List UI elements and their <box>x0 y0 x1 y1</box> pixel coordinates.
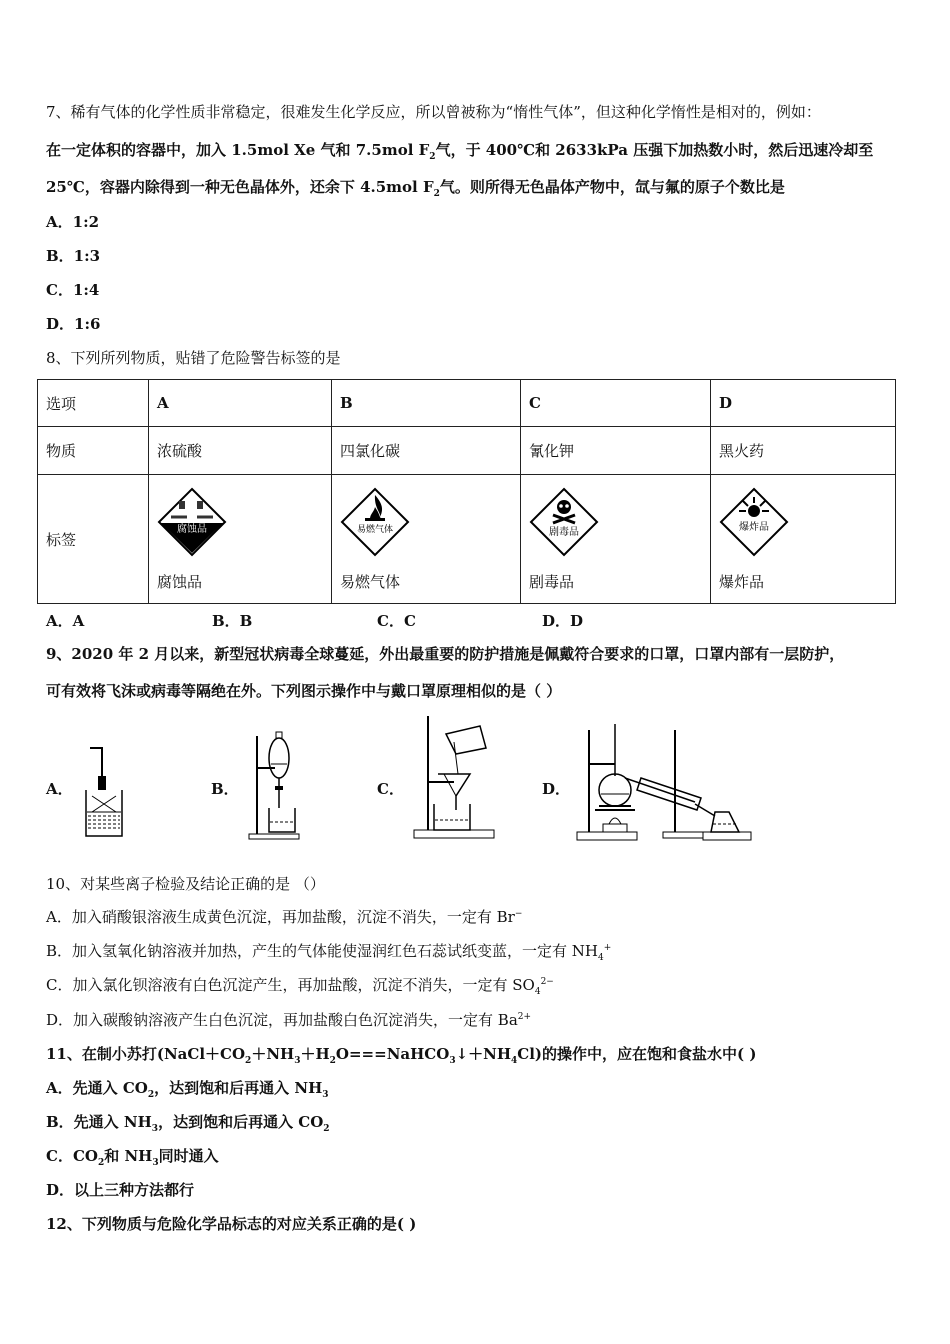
q8-substance-d: 黑火药 <box>711 427 896 475</box>
beaker-tube-apparatus-icon <box>80 740 128 840</box>
q11-option-b: B．先通入 $NH_3$，达到饱和后再通入 $CO_2$ <box>46 1113 330 1134</box>
q7-stem-line1: 7、稀有气体的化学性质非常稳定，很难发生化学反应，所以曾被称为“惰性气体”，但这种化学惰性是相对的，例如： <box>46 103 821 121</box>
q7-stem-line2: 在一定体积的容器中，加入 1.5mol Xe 气和 7.5mol $F_2$气，于 400℃和 2633kPa 压强下加热数小时，然后迅速冷却至 <box>46 141 874 162</box>
q8-substance-b: 四氯化碳 <box>332 427 521 475</box>
q8-option-a: A．A <box>46 612 85 630</box>
q8-col-b: B <box>332 380 521 427</box>
q8-label-d: 爆炸品 <box>719 572 765 591</box>
q9-stem-line1: 9、2020 年 2 月以来，新型冠状病毒全球蔓延，外出最重要的防护措施是佩戴符合要求的口罩，口罩内部有一层防护， <box>46 645 845 663</box>
q10-option-a: A．加入硝酸银溶液生成黄色沉淀，再加盐酸，沉淀不消失，一定有 Br− <box>46 908 523 926</box>
q11-option-c: C．$CO_2$和 $NH_3$同时通入 <box>46 1147 219 1168</box>
q10-stem: 10、对某些离子检验及结论正确的是 （） <box>46 875 325 893</box>
svg-text:易燃气体: 易燃气体 <box>356 524 394 535</box>
separatory-funnel-apparatus-icon <box>245 728 305 840</box>
q8-col-d: D <box>711 380 896 427</box>
q8-option-b: B．B <box>212 612 253 630</box>
q7-option-b: B．1:3 <box>46 247 101 265</box>
toxic-sign-icon <box>529 487 599 557</box>
q7-option-d: D．1:6 <box>46 315 101 333</box>
q8-option-d: D．D <box>542 612 584 630</box>
flammable-sign-icon <box>340 487 410 557</box>
distillation-apparatus-icon <box>575 720 765 842</box>
q9-stem-line2: 可有效将飞沫或病毒等隔绝在外。下列图示操作中与戴口罩原理相似的是（ ） <box>46 682 562 700</box>
q8-label-cell-c <box>521 475 711 604</box>
q10-option-d: D．加入碳酸钠溶液产生白色沉淀，再加盐酸白色沉淀消失，一定有 $Ba^{2+}$ <box>46 1011 532 1029</box>
q7-option-a: A．1:2 <box>46 213 100 231</box>
q11-option-a: A．先通入 $CO_2$，达到饱和后再通入 $NH_3$ <box>46 1079 329 1100</box>
filtration-apparatus-icon <box>410 712 500 842</box>
q8-header-label: 标签 <box>38 475 149 604</box>
q8-label-cell-b <box>332 475 521 604</box>
explosive-sign-icon <box>719 487 789 557</box>
q8-label-b: 易燃气体 <box>340 572 401 591</box>
q9-option-b: B． <box>211 780 239 798</box>
q9-option-a: A． <box>46 780 73 798</box>
q8-col-c: C <box>521 380 711 427</box>
q8-stem: 8、下列所列物质，贴错了危险警告标签的是 <box>46 349 341 367</box>
q8-label-c: 剧毒品 <box>529 572 575 591</box>
q10-option-c: C．加入氯化钡溶液有白色沉淀产生，再加盐酸，沉淀不消失，一定有 $SO_4^{2-}$ <box>46 976 554 997</box>
q9-option-c: C． <box>377 780 404 798</box>
svg-text:爆炸品: 爆炸品 <box>739 521 769 533</box>
q8-header-substance: 物质 <box>38 427 149 475</box>
q8-substance-a: 浓硫酸 <box>149 427 332 475</box>
corrosive-sign-icon <box>157 487 227 557</box>
q8-substance-c: 氰化钾 <box>521 427 711 475</box>
svg-text:腐蚀品: 腐蚀品 <box>177 523 207 535</box>
q8-col-a: A <box>149 380 332 427</box>
q8-label-cell-d <box>711 475 896 604</box>
q8-header-option: 选项 <box>38 380 149 427</box>
q8-option-c: C．C <box>377 612 416 630</box>
q10-option-b: B．加入氢氧化钠溶液并加热，产生的气体能使湿润红色石蕊试纸变蓝，一定有 $NH_4^+$ <box>46 942 612 963</box>
svg-text:剧毒品: 剧毒品 <box>549 526 579 538</box>
q9-option-d: D． <box>542 780 571 798</box>
q11-stem: 11、在制小苏打$(NaCl+CO_2+NH_3+H_2O===NaHCO_3↓+NH_4Cl)$的操作中，应在饱和食盐水中( ) <box>46 1045 757 1066</box>
q8-table <box>37 379 896 604</box>
q12-stem: 12、下列物质与危险化学品标志的对应关系正确的是( ) <box>46 1215 417 1233</box>
q8-label-a: 腐蚀品 <box>157 572 203 591</box>
q7-option-c: C．1:4 <box>46 281 100 299</box>
q11-option-d: D．以上三种方法都行 <box>46 1181 195 1199</box>
q8-label-cell-a <box>149 475 332 604</box>
q7-stem-line3: 25℃，容器内除得到一种无色晶体外，还余下 4.5mol $F_2$气。则所得无色晶体产物中，氙与氟的原子个数比是 <box>46 178 785 199</box>
